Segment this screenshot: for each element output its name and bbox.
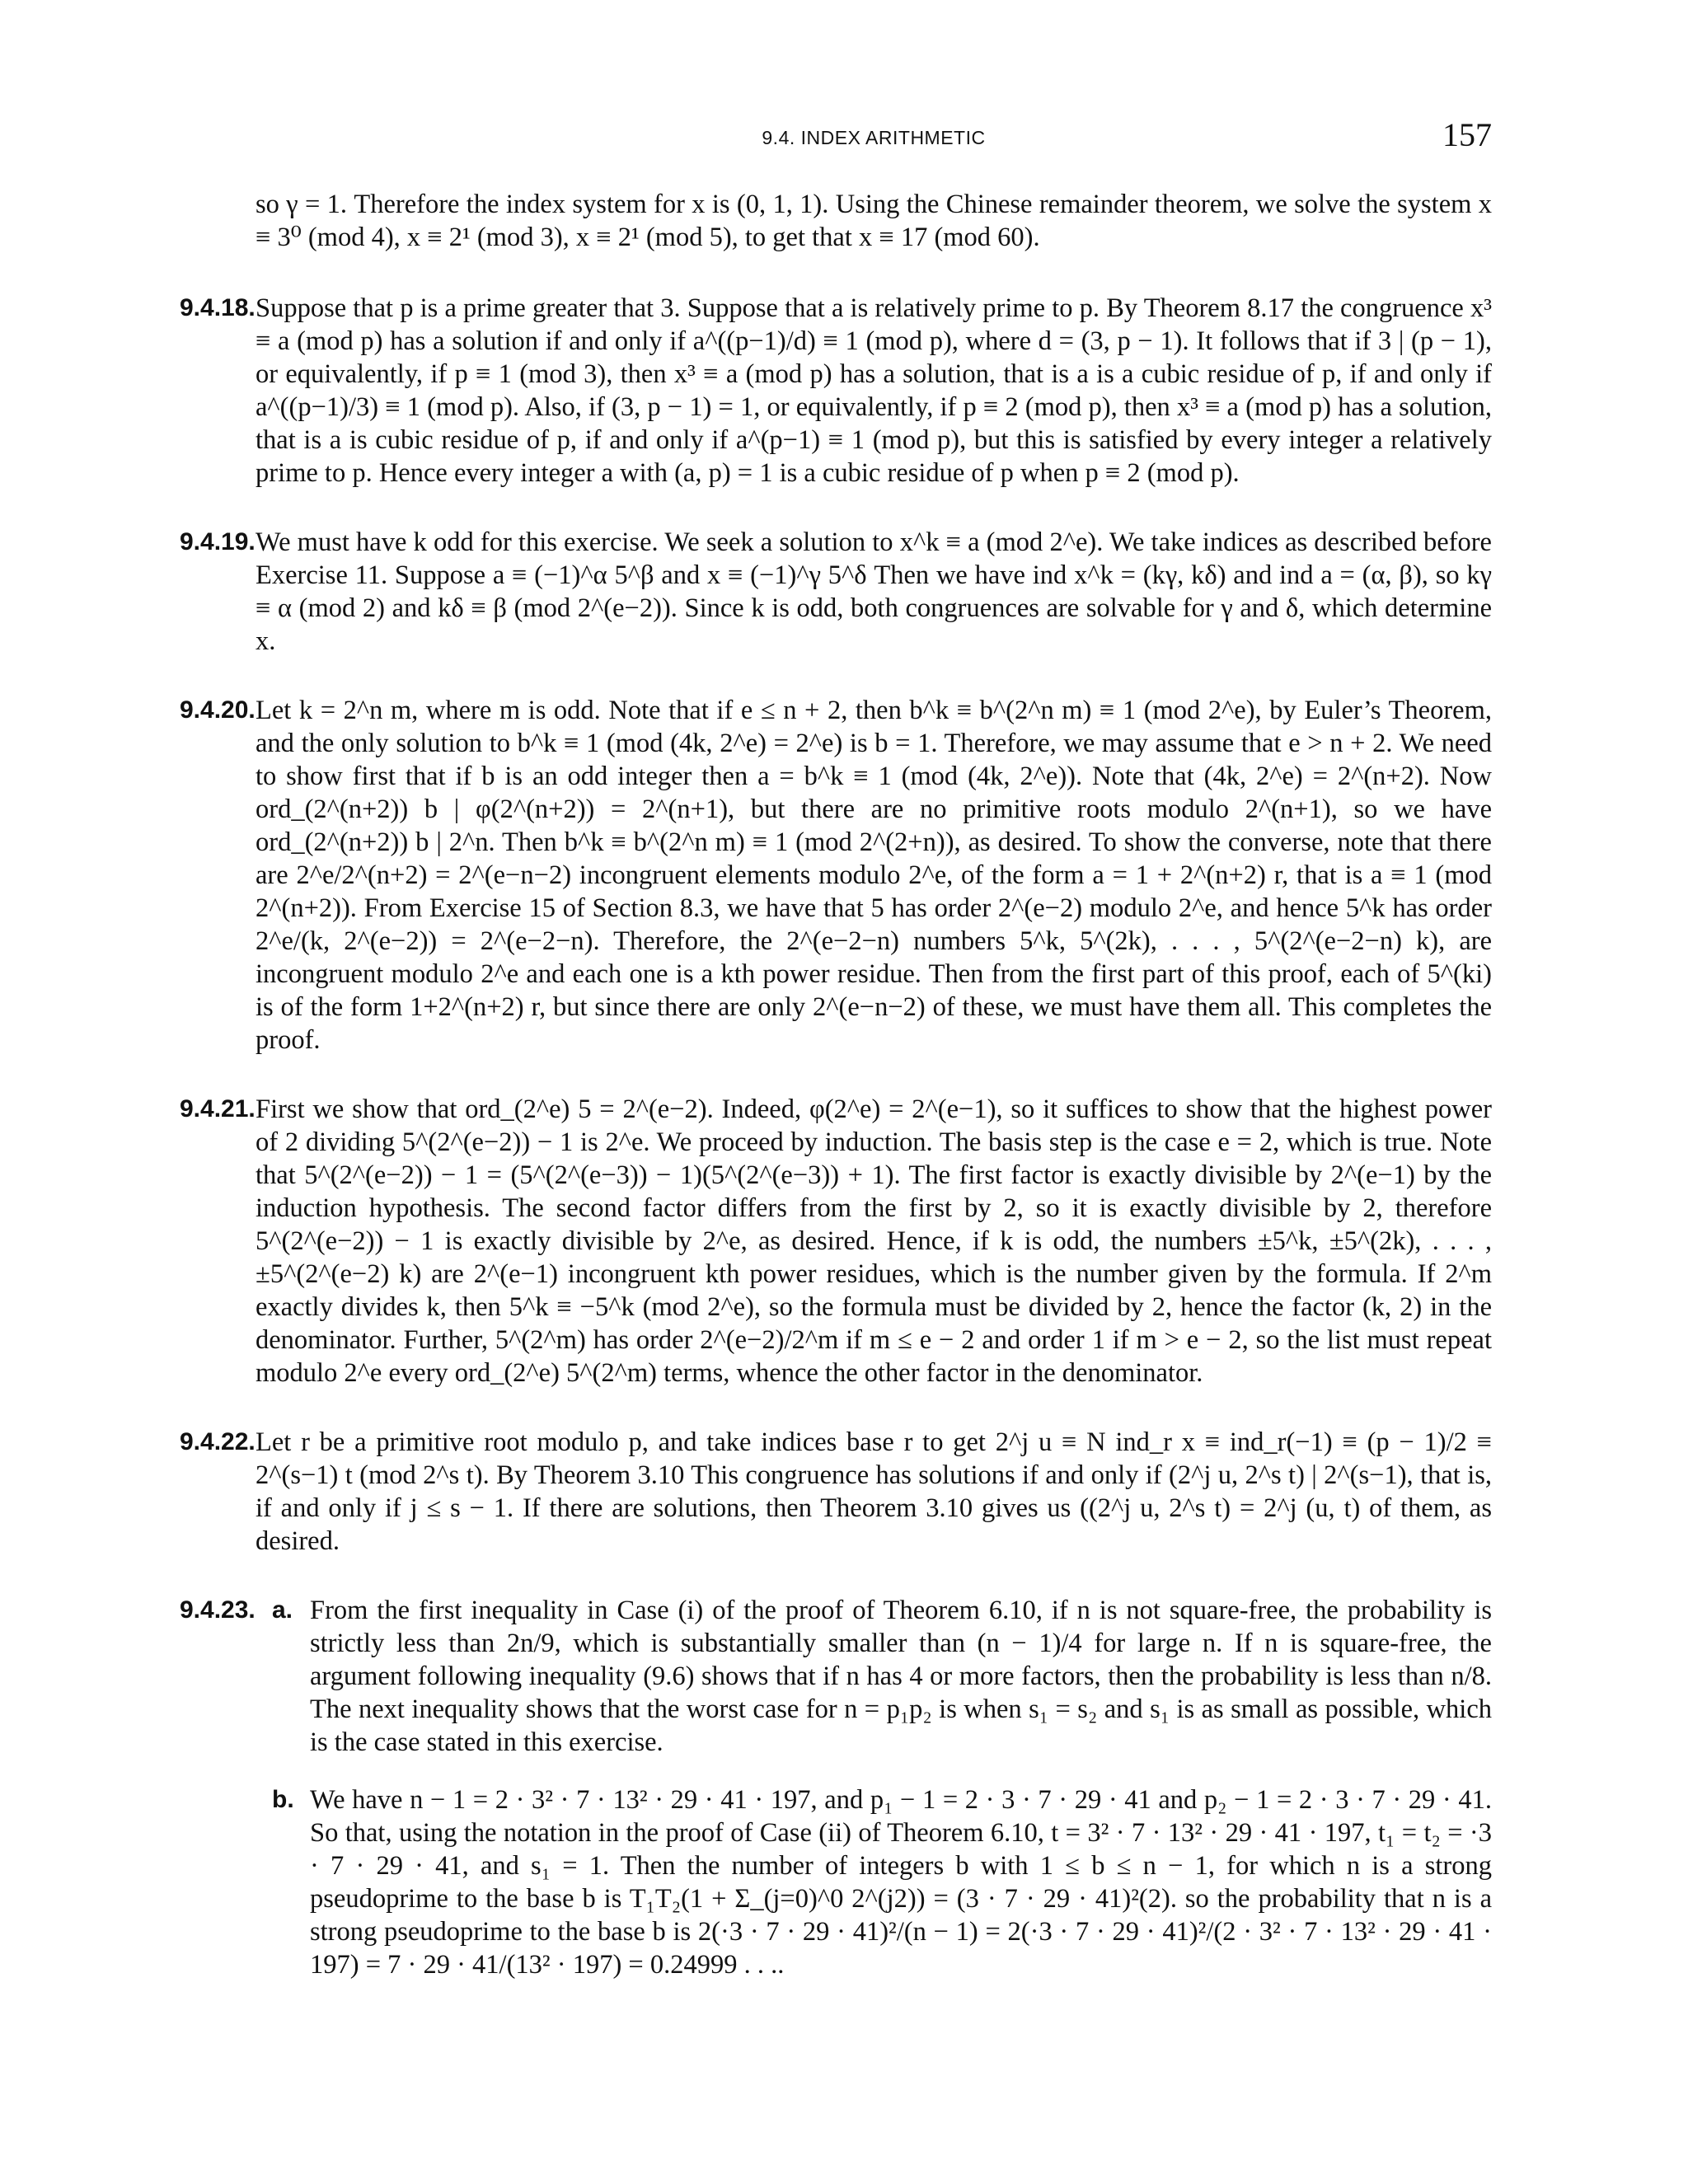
page-body <box>180 188 1492 2018</box>
page-header <box>256 115 1492 157</box>
part-text: We have n − 1 = 2 · 3² · 7 · 13² · 29 · 41 · 197, and p₁ − 1 = 2 · 3 · 7 · 29 · 41 and p₂ − 1 = 2 · 3 · 7 · 29 · 41. So that, using the notation in the proof of Case (ii) of Theorem 6.10, t = 3² · 7 · 13² · 29 · 41 · 197, t₁ = t₂ = ·3 · 7 · 29 · 41, and s₁ = 1. Then the number of integers b with 1 ≤ b ≤ n − 1, for which n is a strong pseudoprime to the base b is T₁T₂(1 + Σ_(j=0)^0 2^(j2)) = (3 · 7 · 29 · 41)²(2). so the probability that n is a strong pseudoprime to the base b is 2(·3 · 7 · 29 · 41)²/(n − 1) = 2(·3 · 7 · 29 · 41)²/(2 · 3² · 7 · 13² · 29 · 41 · 197) = 7 · 29 · 41/(13² · 197) = 0.24999 . . .. <box>310 1785 1492 1980</box>
exercise-number: 9.4.19. <box>180 528 256 555</box>
exercise-number: 9.4.20. <box>180 696 256 724</box>
exercise-text: Suppose that p is a prime greater that 3. Suppose that a is relatively prime to p. By Theorem 8.17 the congruence x³ ≡ a (mod p) has a solution if and only if a^((p−1)/d) ≡ 1 (mod p), where d = (3, p − 1). It follows that if 3 | (p − 1), or equivalently, if p ≡ 1 (mod 3), then x³ ≡ a (mod p) has a solution, that is a is a cubic residue of p, if and only if a^((p−1)/3) ≡ 1 (mod p). Also, if (3, p − 1) = 1, or equivalently, if p ≡ 2 (mod p), then x³ ≡ a (mod p) has a solution, that is a is cubic residue of p, if and only if a^(p−1) ≡ 1 (mod p), but this is satisfied by every integer a relatively prime to p. Hence every integer a with (a, p) = 1 is a cubic residue of p when p ≡ 2 (mod p). <box>256 293 1492 488</box>
exercise-part-a <box>180 1594 1492 1759</box>
exercise-number: 9.4.18. <box>180 294 256 321</box>
exercise-number: 9.4.21. <box>180 1095 256 1122</box>
exercise-9-4-23 <box>180 1594 1492 1981</box>
exercise-number: 9.4.22. <box>180 1428 256 1455</box>
exercise-9-4-21 <box>180 1093 1492 1390</box>
exercise-text: Let r be a primitive root modulo p, and take indices base r to get 2^j u ≡ N ind_r x ≡ ind_r(−1) ≡ (p − 1)/2 ≡ 2^(s−1) t (mod 2^s t). By Theorem 3.10 This congruence has solutions if and only if (2^j u, 2^s t) | 2^(s−1), that is, if and only if j ≤ s − 1. If there are solutions, then Theorem 3.10 gives us ((2^j u, 2^s t) = 2^j (u, t) of them, as desired. <box>256 1427 1492 1556</box>
page-number: 157 <box>1442 116 1492 153</box>
exercise-text: Let k = 2^n m, where m is odd. Note that if e ≤ n + 2, then b^k ≡ b^(2^n m) ≡ 1 (mod 2^e), by Euler’s Theorem, and the only solution to b^k ≡ 1 (mod (4k, 2^e) = 2^e) is b = 1. Therefore, we may assume that e > n + 2. We need to show first that if b is an odd integer then a = b^k ≡ 1 (mod (4k, 2^e)). Note that (4k, 2^e) = 2^(n+2). Now ord_(2^(n+2)) b | φ(2^(n+2)) = 2^(n+1), but there are no primitive roots modulo 2^(n+1), so we have ord_(2^(n+2)) b | 2^n. Then b^k ≡ b^(2^n m) ≡ 1 (mod 2^(2+n)), as desired. To show the converse, note that there are 2^e/2^(n+2) = 2^(e−n−2) incongruent elements modulo 2^e, of the form a = 1 + 2^(n+2) r, that is a ≡ 1 (mod 2^(n+2)). From Exercise 15 of Section 8.3, we have that 5 has order 2^(e−2) modulo 2^e, and hence 5^k has order 2^e/(k, 2^(e−2)) = 2^(e−2−n). Therefore, the 2^(e−2−n) numbers 5^k, 5^(2k), . . . , 5^(2^(e−2−n) k), are incongruent modulo 2^e and each one is a kth power residue. Then from the first part of this proof, each of 5^(ki) is of the form 1+2^(n+2) r, but since there are only 2^(e−n−2) of these, we must have them all. This completes the proof. <box>256 696 1492 1055</box>
part-label: a. <box>272 1596 293 1624</box>
exercise-number: 9.4.23. <box>180 1596 256 1624</box>
part-label: b. <box>272 1786 294 1813</box>
exercise-text: We must have k odd for this exercise. We seek a solution to x^k ≡ a (mod 2^e). We take indices as described before Exercise 11. Suppose a ≡ (−1)^α 5^β and x ≡ (−1)^γ 5^δ Then we have ind x^k = (kγ, kδ) and ind a = (α, β), so kγ ≡ α (mod 2) and kδ ≡ β (mod 2^(e−2)). Since k is odd, both congruences are solvable for γ and δ, which determine x. <box>256 527 1492 656</box>
exercise-9-4-22 <box>180 1426 1492 1558</box>
exercise-9-4-19 <box>180 526 1492 658</box>
exercise-9-4-20 <box>180 694 1492 1057</box>
running-head: 9.4. INDEX ARITHMETIC <box>762 127 986 148</box>
exercise-9-4-18 <box>180 292 1492 490</box>
exercise-text: First we show that ord_(2^e) 5 = 2^(e−2). Indeed, φ(2^e) = 2^(e−1), so it suffices to show that the highest power of 2 dividing 5^(2^(e−2)) − 1 is 2^e. We proceed by induction. The basis step is the case e = 2, which is true. Note that 5^(2^(e−2)) − 1 = (5^(2^(e−3)) − 1)(5^(2^(e−3)) + 1). The first factor is exactly divisible by 2^(e−1) by the induction hypothesis. The second factor differs from the first by 2, so it is exactly divisible by 2, therefore 5^(2^(e−2)) − 1 is exactly divisible by 2^e, as desired. Hence, if k is odd, the numbers ±5^k, ±5^(2k), . . . , ±5^(2^(e−2) k) are 2^(e−1) incongruent kth power residues, which is the number given by the formula. If 2^m exactly divides k, then 5^k ≡ −5^k (mod 2^e), so the formula must be divided by 2, hence the factor (k, 2) in the denominator. Further, 5^(2^m) has order 2^(e−2)/2^m if m ≤ e − 2 and order 1 if m > e − 2, so the list must repeat modulo 2^e every ord_(2^e) 5^(2^m) terms, whence the other factor in the denominator. <box>256 1094 1492 1388</box>
continued-paragraph: so γ = 1. Therefore the index system for x is (0, 1, 1). Using the Chinese remainder theorem, we solve the system x ≡ 3⁰ (mod 4), x ≡ 2¹ (mod 3), x ≡ 2¹ (mod 5), to get that x ≡ 17 (mod 60). <box>256 190 1492 252</box>
exercise-part-b <box>180 1783 1492 1981</box>
part-text: From the first inequality in Case (i) of the proof of Theorem 6.10, if n is not square-free, the probability is strictly less than 2n/9, which is substantially smaller than (n − 1)/4 for large n. If n is square-free, the argument following inequality (9.6) shows that if n has 4 or more factors, then the probability is less than n/8. The next inequality shows that the worst case for n = p₁p₂ is when s₁ = s₂ and s₁ is as small as possible, which is the case stated in this exercise. <box>310 1596 1492 1757</box>
